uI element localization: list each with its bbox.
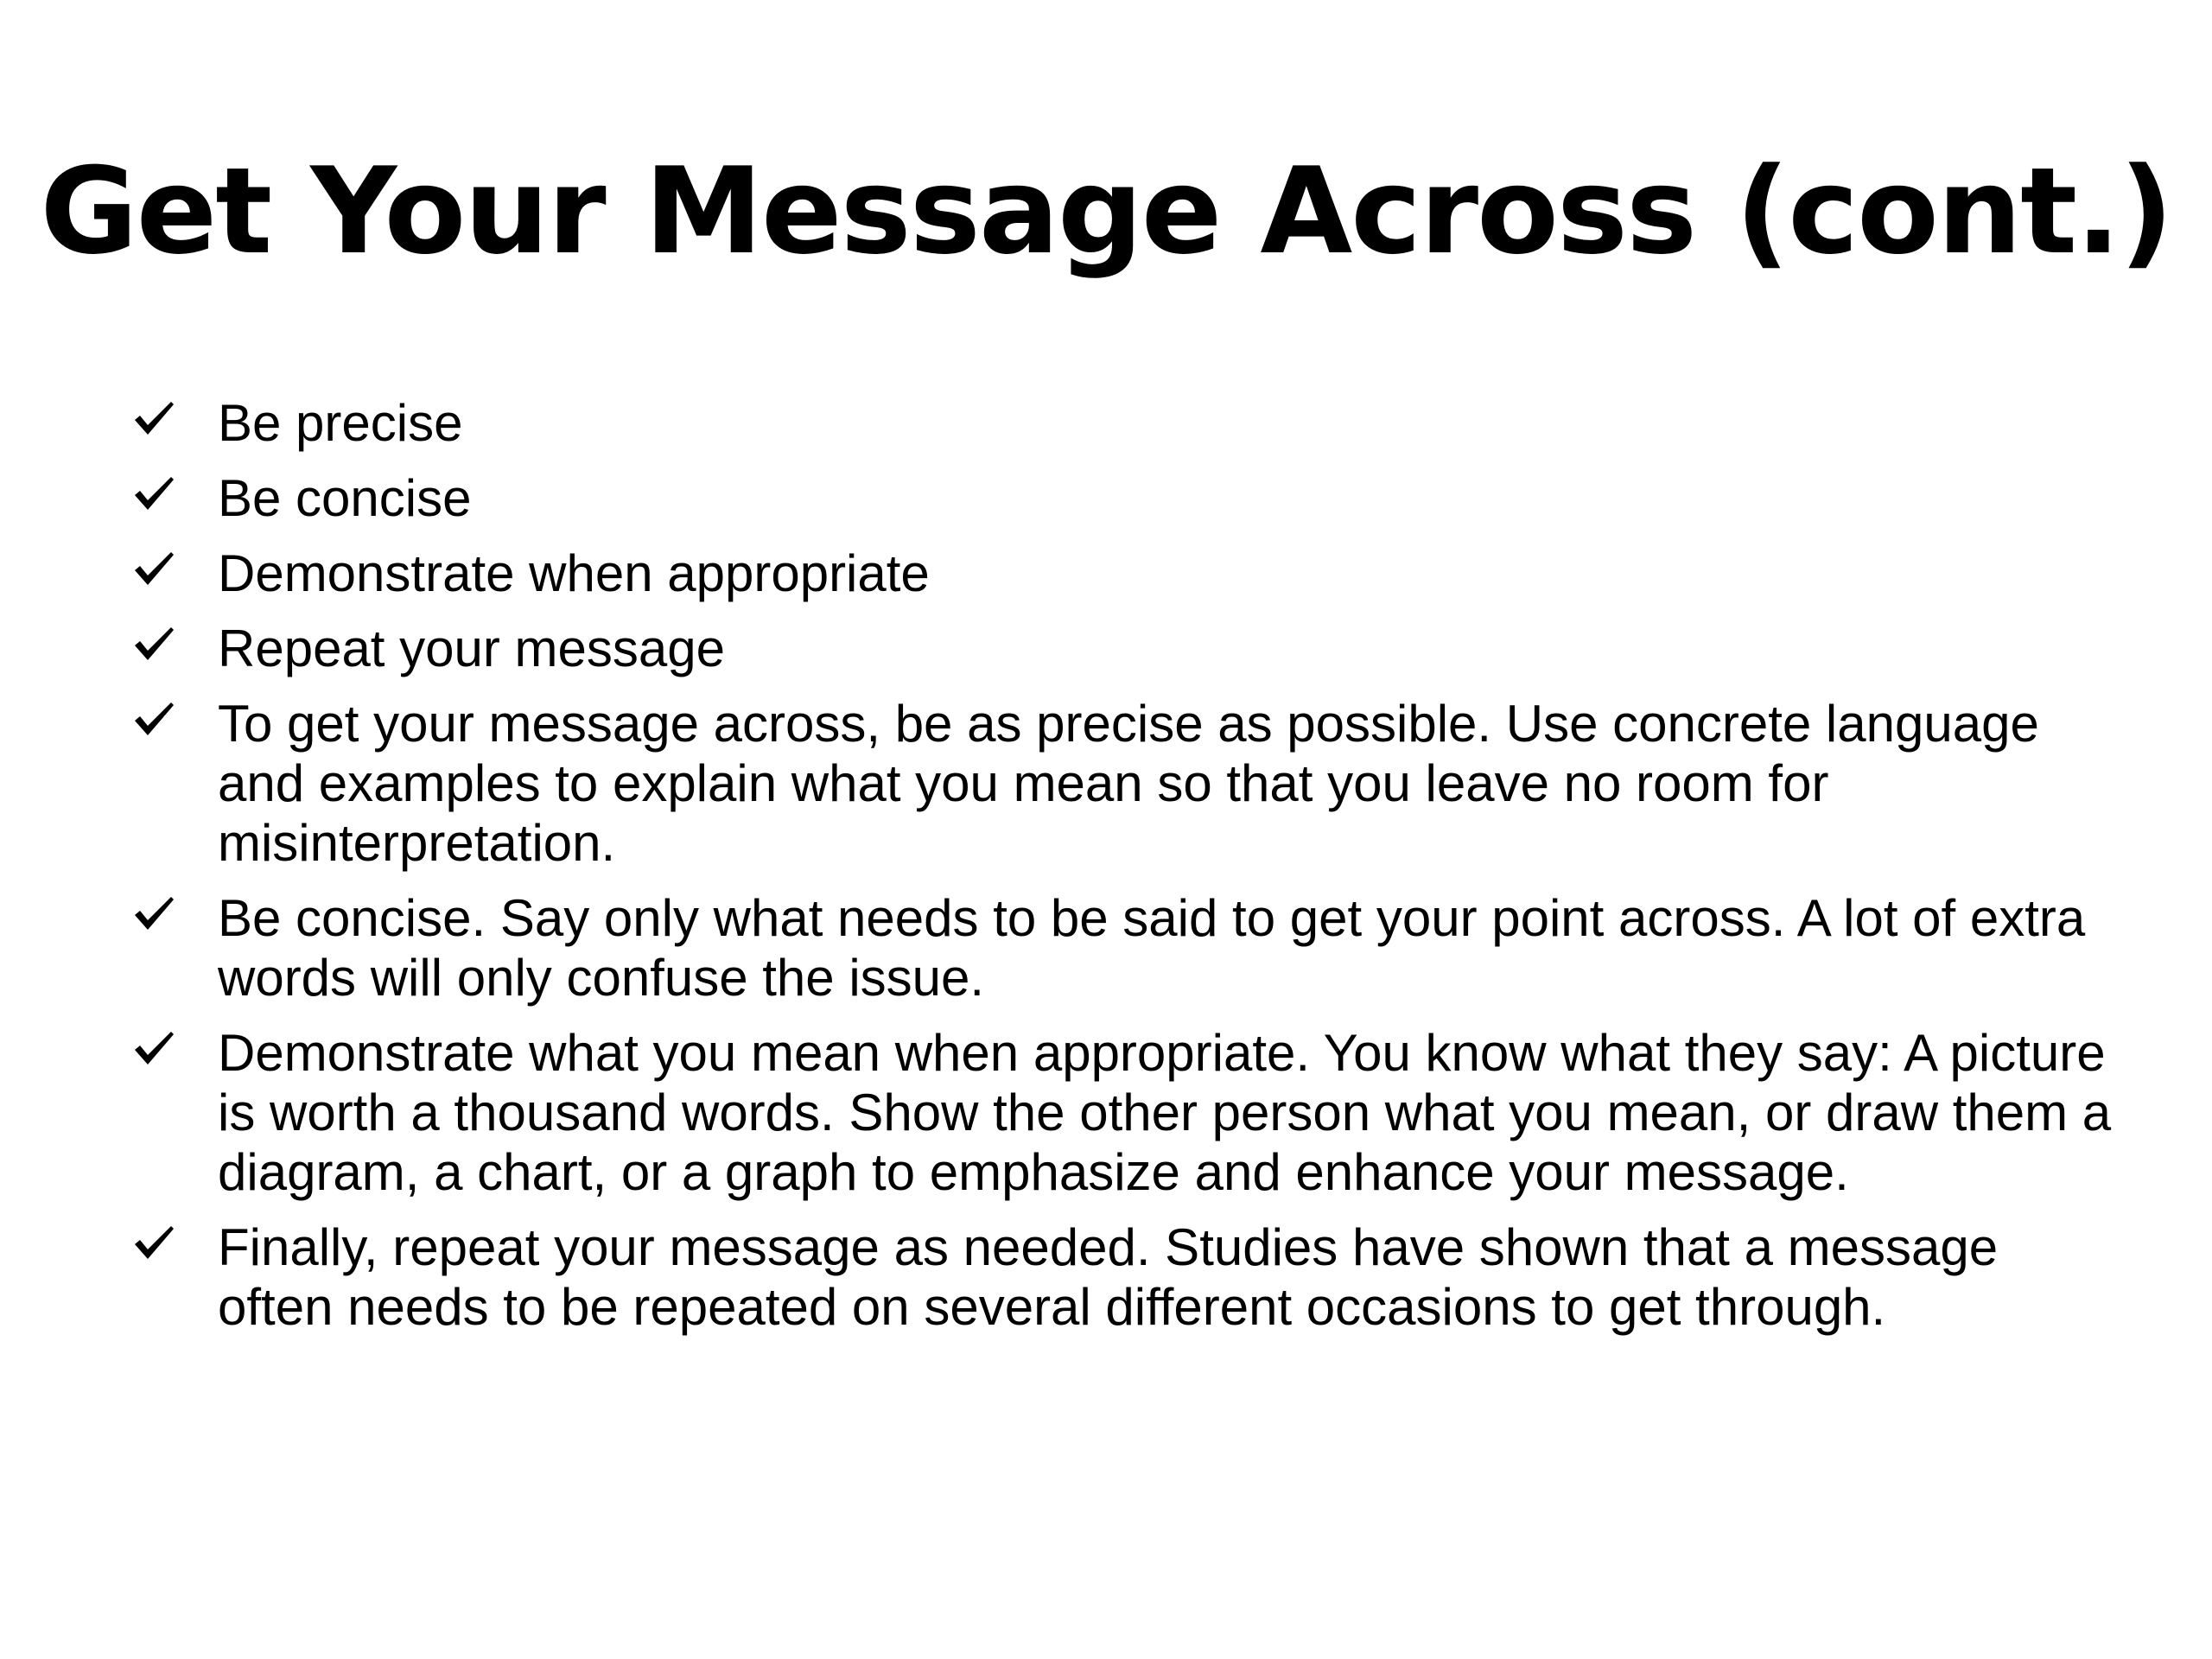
check-mark-icon <box>131 472 176 517</box>
bullet-text: Demonstrate what you mean when appropriate. You know what they say: A picture is worth a thousand words. Show the other person what you mean, or draw them a diagram, a chart, or a graph to emphasize and enhance your message. <box>218 1024 2112 1201</box>
slide-title: Get Your Message Across (cont.) <box>40 142 2172 281</box>
bullet-text: Be concise <box>218 469 472 527</box>
check-mark-icon <box>131 397 176 442</box>
bullet-text: To get your message across, be as precise as possible. Use concrete language and examples to explain what you mean so that you leave no room for misinterpretation. <box>218 695 2039 872</box>
check-mark-icon <box>131 1221 176 1266</box>
bullet-text: Finally, repeat your message as needed. Studies have shown that a message often needs to be repeated on several different occasions to get through. <box>218 1218 1999 1336</box>
list-item <box>130 543 2100 603</box>
bullet-text: Demonstrate when appropriate <box>218 544 930 602</box>
check-mark-icon <box>131 547 176 592</box>
check-mark-icon <box>131 892 176 937</box>
list-item <box>130 1023 2134 1202</box>
check-mark-icon <box>131 697 176 742</box>
list-item <box>130 468 2100 528</box>
list-item <box>130 619 2100 678</box>
list-item <box>130 393 2100 453</box>
list-item <box>130 1217 2100 1337</box>
bullet-text: Repeat your message <box>218 620 725 677</box>
list-item <box>130 694 2100 873</box>
check-mark-icon <box>131 622 176 667</box>
bullet-text: Be concise. Say only what needs to be said to get your point across. A lot of extra words will only confuse the issue. <box>218 889 2086 1007</box>
bullet-text: Be precise <box>218 394 463 452</box>
check-mark-icon <box>131 1027 176 1071</box>
bullet-list <box>130 393 2112 1352</box>
list-item <box>130 888 2100 1007</box>
